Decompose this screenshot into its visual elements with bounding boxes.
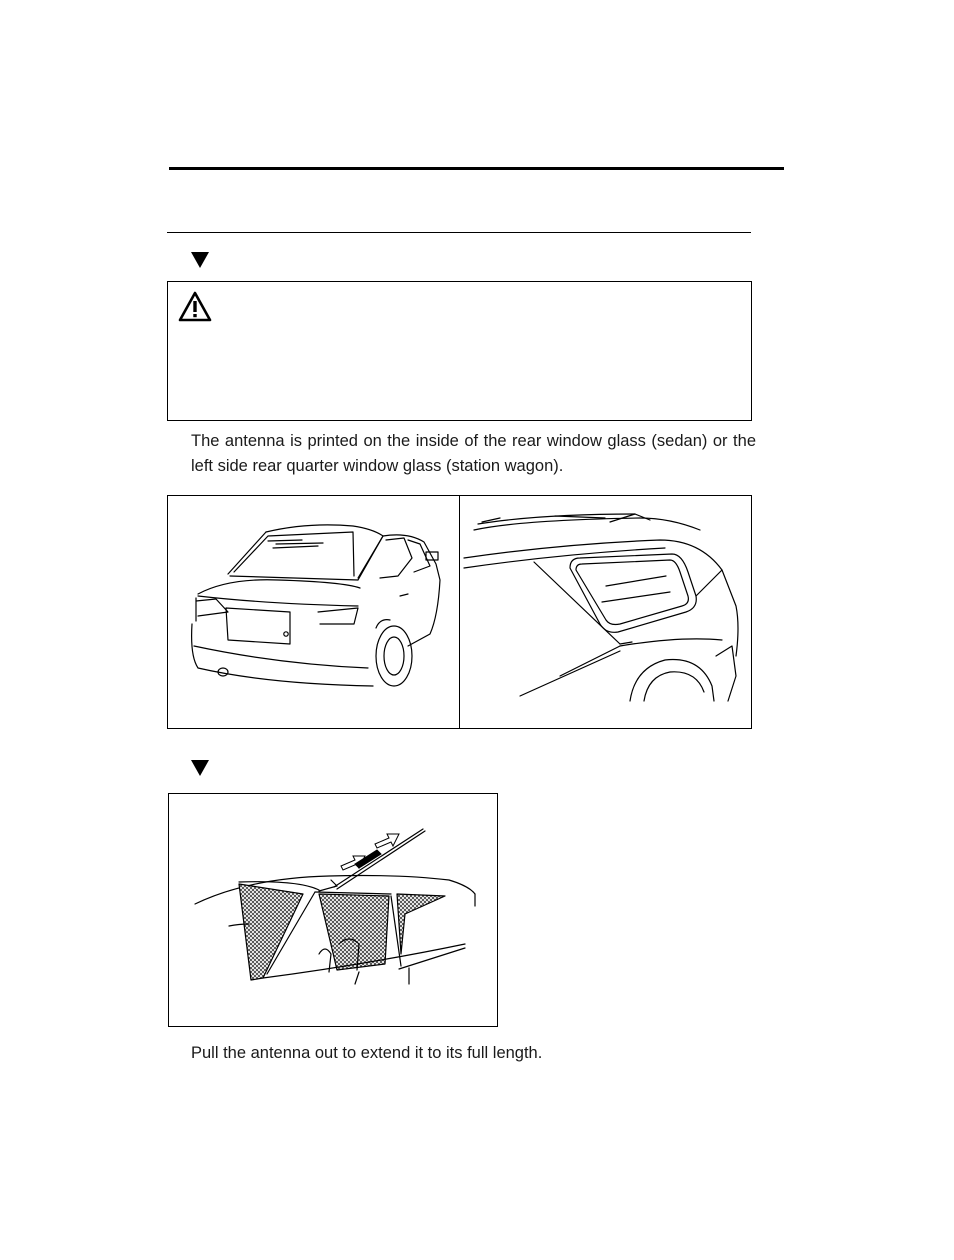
antenna-location-figure	[167, 495, 752, 729]
down-triangle-icon	[190, 758, 210, 778]
antenna-location-text: The antenna is printed on the inside of the rear window glass (sedan) or the left side rear quarter window glass (station wagon).	[191, 432, 756, 475]
pull-antenna-figure	[168, 793, 498, 1027]
section-rule	[167, 232, 751, 233]
header-rule	[169, 167, 784, 170]
warning-triangle-icon	[178, 291, 212, 323]
down-triangle-icon	[190, 250, 210, 270]
pull-out-antenna	[169, 794, 497, 1026]
caution-box	[167, 281, 752, 421]
wagon-quarter-window-antenna	[460, 496, 751, 728]
sedan-rear-window-antenna	[168, 496, 459, 728]
extend-antenna-text: Pull the antenna out to extend it to its full length.	[191, 1044, 543, 1062]
